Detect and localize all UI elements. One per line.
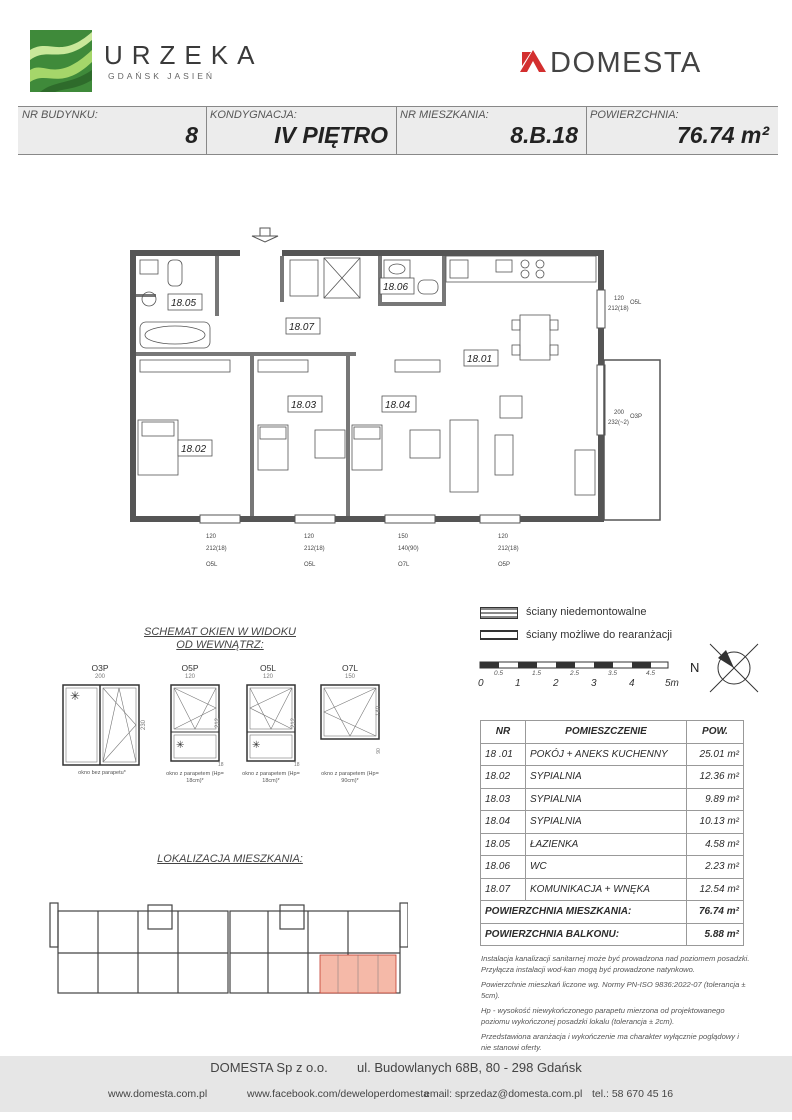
footer-address: ul. Budowlanych 68B, 80 - 298 Gdańsk: [357, 1060, 582, 1075]
area-label: POWIERZCHNIA:: [590, 109, 679, 121]
window-height-o3p: 230: [141, 719, 148, 731]
room-label-18-06: 18.06: [383, 282, 409, 293]
scale-label: 3: [591, 678, 597, 689]
scale-minor-label: 4.5: [646, 670, 656, 677]
entrance-arrow-icon: [252, 228, 278, 242]
scale-minor-labels: [478, 670, 688, 680]
window-height-o5p: 212: [215, 717, 222, 729]
info-apartment: [396, 107, 587, 154]
window-note-o5p: okno z parapetem (Hp= 18cm)*: [166, 771, 224, 784]
room-name: SYPIALNIA: [526, 788, 687, 811]
window-note-o7l: okno z parapetem (Hp= 90cm)*: [321, 771, 379, 784]
info-bar: [18, 106, 778, 155]
room-area: 10.13 m²: [687, 811, 744, 834]
window-width-o7l: 150: [344, 674, 355, 680]
window-dim-b3c: O7L: [398, 562, 410, 568]
building-value: 8: [185, 122, 198, 148]
note-1: Instalacja kanalizacji sanitarnej może być prowadzona nad poziomem posadzki. Przyłącza instalacji wod-kan mogą być prowadzone natynkowo.: [481, 954, 750, 974]
balcony-value: 5.88 m²: [687, 923, 744, 946]
footer-line-1: [0, 1060, 792, 1075]
window-dim-w1b: 212(18): [608, 306, 629, 312]
table-header-row: [481, 721, 744, 744]
room-area: 9.89 m²: [687, 788, 744, 811]
svg-text:✳: ✳: [70, 689, 81, 703]
info-area: [586, 107, 777, 154]
table-row: [481, 811, 744, 834]
window-dim-w2c: O3P: [630, 414, 643, 420]
note-2: Powierzchnie mieszkań liczone wg. Normy PN-ISO 9836:2022-07 (tolerancja ± 5cm).: [481, 980, 746, 1000]
floor-label: KONDYGNACJA:: [210, 109, 297, 121]
scale-minor-label: 2.5: [570, 670, 580, 677]
legend-fixed-label: ściany niedemontowalne: [526, 606, 647, 618]
room-label-18-03: 18.03: [291, 400, 317, 411]
room-nr: 18.06: [481, 856, 526, 879]
floor-plan: [120, 220, 680, 580]
window-o5p-icon: [170, 684, 220, 764]
brand-name: DOMESTA: [550, 47, 702, 79]
window-dim-w2a: 200: [614, 410, 625, 416]
floor-value: IV PIĘTRO: [274, 122, 388, 148]
window-o3p-icon: [62, 684, 142, 766]
room-name: POKÓJ + ANEKS KUCHENNY: [526, 743, 687, 766]
header-nr: NR: [481, 721, 526, 744]
window-dim-b2a: 120: [304, 534, 315, 540]
room-nr: 18.03: [481, 788, 526, 811]
window-dim-b3a: 150: [398, 534, 409, 540]
window-o7l-icon: [320, 684, 383, 742]
room-name: SYPIALNIA: [526, 811, 687, 834]
schemat-title-2: OD WEWNĄTRZ:: [176, 639, 264, 651]
room-nr: 18 .01: [481, 743, 526, 766]
note-3: Hp - wysokość niewykończonego parapetu mierzona od projektowanego poziomu wykończonej posadzki lokalu (tolerancja ± 2cm).: [481, 1006, 725, 1026]
window-height-o7l: 140: [376, 705, 383, 717]
window-dim-b4a: 120: [498, 534, 509, 540]
window-dim-w1c: O5L: [630, 300, 642, 306]
room-name: WC: [526, 856, 687, 879]
scale-label: 4: [629, 678, 635, 689]
room-nr: 18.02: [481, 766, 526, 789]
window-width-o3p: 200: [94, 674, 105, 680]
room-label-18-01: 18.01: [467, 354, 493, 365]
compass-icon: [706, 640, 762, 696]
footer-company: DOMESTA Sp z o.o.: [210, 1060, 328, 1075]
svg-text:✳: ✳: [252, 740, 261, 751]
header-area: POW.: [687, 721, 744, 744]
window-width-o5p: 120: [184, 674, 195, 680]
room-nr: 18.04: [481, 811, 526, 834]
window-code-o5l: O5L: [259, 663, 277, 673]
window-dim-b4b: 212(18): [498, 546, 519, 552]
footer-website-link[interactable]: www.domesta.com.pl: [108, 1088, 208, 1100]
window-dim-b2c: O5L: [304, 562, 316, 568]
window-dim-b4c: O5P: [498, 562, 511, 568]
scale-minor-label: 0.5: [494, 670, 504, 677]
total-row: [481, 901, 744, 924]
window-sill-o5l: 18: [294, 762, 300, 768]
table-row: [481, 878, 744, 901]
scale-minor-label: 1.5: [532, 670, 542, 677]
window-code-o5p: O5P: [181, 663, 199, 673]
balcony-label: POWIERZCHNIA BALKONU:: [481, 923, 687, 946]
scale-minor-label: 3.5: [608, 670, 618, 677]
urzeka-logo-icon: [30, 30, 92, 92]
room-label-18-07: 18.07: [289, 322, 315, 333]
info-building: [18, 107, 207, 154]
window-sill-o5p: 18: [218, 762, 224, 768]
window-dim-b3b: 140(90): [398, 546, 419, 552]
legend-movable-swatch: [480, 630, 518, 640]
window-width-o5l: 120: [262, 674, 273, 680]
scale-major-labels: [478, 678, 688, 694]
footer-facebook-link[interactable]: www.facebook.com/deweloperdomesta: [247, 1088, 430, 1100]
table-row: [481, 833, 744, 856]
scale-label: 5m: [665, 678, 679, 689]
area-value: 76.74 m²: [676, 122, 769, 148]
window-note-o5l: okno z parapetem (Hp= 18cm)*: [242, 771, 300, 784]
table-row: [481, 766, 744, 789]
window-o5l-icon: [246, 684, 296, 764]
building-label: NR BUDYNKU:: [22, 109, 98, 121]
window-code-o7l: O7L: [341, 663, 359, 673]
room-area: 2.23 m²: [687, 856, 744, 879]
window-note-o3p: okno bez parapetu*: [78, 770, 126, 776]
legend-fixed-swatch: [480, 607, 518, 619]
room-area: 12.36 m²: [687, 766, 744, 789]
room-label-18-02: 18.02: [181, 444, 207, 455]
scale-label: 1: [515, 678, 521, 689]
total-value: 76.74 m²: [687, 901, 744, 924]
room-name: ŁAZIENKA: [526, 833, 687, 856]
legend-movable-label: ściany możliwe do rearanżacji: [526, 629, 673, 641]
table-row: [481, 856, 744, 879]
room-table: [480, 720, 744, 946]
schemat-title-1: SCHEMAT OKIEN W WIDOKU: [144, 626, 296, 638]
window-height-o5l: 212: [291, 717, 298, 729]
north-label: N: [690, 660, 700, 675]
window-sill-o7l: 90: [375, 748, 382, 754]
window-dim-b1a: 120: [206, 534, 217, 540]
footer-email-link[interactable]: email: sprzedaz@domesta.com.pl: [424, 1088, 583, 1100]
window-dim-w2b: 232(~2): [608, 420, 629, 426]
room-nr: 18.07: [481, 878, 526, 901]
scale-label: 0: [478, 678, 484, 689]
room-name: KOMUNIKACJA + WNĘKA: [526, 878, 687, 901]
apartment-label: NR MIESZKANIA:: [400, 109, 489, 121]
info-floor: [206, 107, 397, 154]
room-area: 4.58 m²: [687, 833, 744, 856]
footer-phone: tel.: 58 670 45 16: [592, 1088, 674, 1100]
total-label: POWIERZCHNIA MIESZKANIA:: [481, 901, 687, 924]
room-nr: 18.05: [481, 833, 526, 856]
svg-text:✳: ✳: [176, 740, 185, 751]
location-plan: [48, 893, 408, 1003]
balcony-row: [481, 923, 744, 946]
note-4: Przedstawiona aranżacja i wykończenie ma charakter wyłącznie poglądowy i nie stanowi oferty.: [481, 1032, 739, 1052]
table-row: [481, 788, 744, 811]
room-name: SYPIALNIA: [526, 766, 687, 789]
location-title: LOKALIZACJA MIESZKANIA:: [157, 853, 303, 865]
scale-label: 2: [553, 678, 559, 689]
room-area: 25.01 m²: [687, 743, 744, 766]
table-row: [481, 743, 744, 766]
apartment-value: 8.B.18: [510, 122, 578, 148]
window-dim-w1a: 120: [614, 296, 625, 302]
window-dim-b2b: 212(18): [304, 546, 325, 552]
room-area: 12.54 m²: [687, 878, 744, 901]
logo-title: URZEKA: [104, 40, 264, 70]
header-room: POMIESZCZENIE: [526, 721, 687, 744]
window-dim-b1b: 212(18): [206, 546, 227, 552]
domesta-logo-icon: [520, 50, 546, 72]
room-label-18-05: 18.05: [171, 298, 197, 309]
window-dim-b1c: O5L: [206, 562, 218, 568]
logo-subtitle: GDAŃSK JASIEŃ: [108, 71, 216, 81]
room-label-18-04: 18.04: [385, 400, 411, 411]
window-code-o3p: O3P: [91, 663, 109, 673]
